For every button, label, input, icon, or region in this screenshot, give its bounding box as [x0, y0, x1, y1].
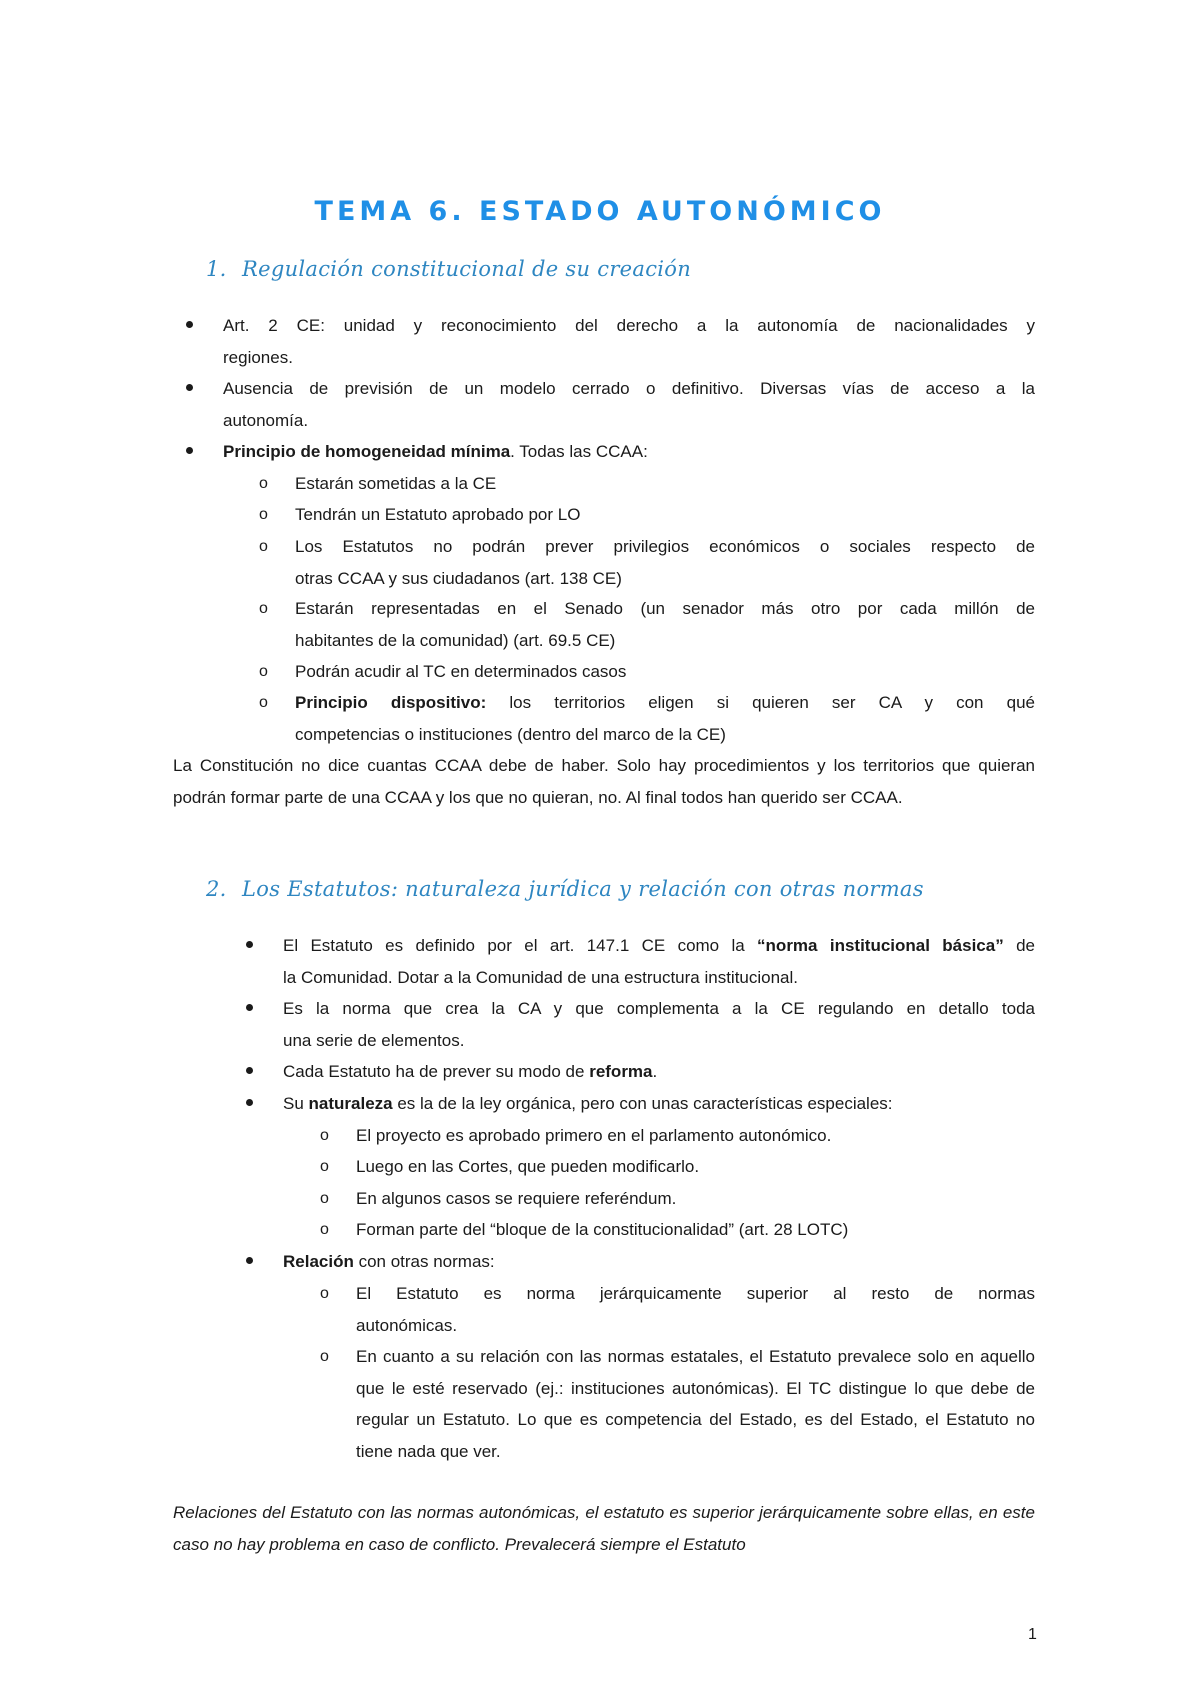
sub-list-item: Forman parte del “bloque de la constitucionalidad” (art. 28 LOTC) [356, 1220, 849, 1239]
list-item-text: . Todas las CCAA: [510, 442, 648, 461]
sub-list-item [356, 1278, 1035, 1341]
circle-bullet-icon: o [259, 663, 268, 680]
circle-bullet-icon: o [320, 1348, 329, 1365]
sub-list-item-text: Estarán representadas en el Senado (un senador más otro por cada millón de [295, 599, 1035, 618]
list-item-text: es la de la ley orgánica, pero con unas características especiales: [392, 1094, 893, 1113]
list-item [223, 436, 1035, 468]
list-item-bold-text: reforma [589, 1062, 653, 1081]
list-item-bold-text: naturaleza [308, 1094, 393, 1113]
sub-list-item-bold-text: Principio dispositivo: [295, 693, 487, 712]
bullet-icon [246, 1056, 253, 1088]
sub-list-item: En cuanto a su relación con las normas estatales, el Estatuto prevalece solo en aquello que le esté reservado (ej.: instituciones autonómicas). El TC distingue lo que debe de regular un Estatuto. Lo que es competencia del Estado, es del Estado, el Estatuto no tiene nada que ver. [356, 1347, 1035, 1461]
section-1-number: 1. [206, 257, 227, 281]
section-1-heading-text: Regulación constitucional de su creación [242, 257, 692, 281]
list-item-text: regiones. [223, 347, 293, 367]
list-item [283, 993, 1035, 1056]
circle-bullet-icon: o [320, 1221, 329, 1238]
list-item-text: . [652, 1062, 658, 1081]
circle-bullet-icon: o [259, 600, 268, 617]
circle-bullet-icon: o [320, 1285, 329, 1302]
sub-list-item-text: los territorios eligen si quieren ser CA y con qué [486, 693, 1035, 712]
list-item [283, 930, 1035, 993]
circle-bullet-icon: o [320, 1190, 329, 1207]
circle-bullet-icon: o [320, 1158, 329, 1175]
list-item-text: Ausencia de previsión de un modelo cerrado o definitivo. Diversas vías de acceso a la [223, 379, 1035, 398]
bullet-icon [186, 436, 193, 468]
bullet-icon [246, 1088, 253, 1120]
section-1-heading [206, 257, 691, 281]
sub-list-item [295, 593, 1035, 656]
circle-bullet-icon: o [259, 506, 268, 523]
sub-list-item-text: habitantes de la comunidad) (art. 69.5 CE) [295, 630, 616, 650]
sub-list-item-text: El Estatuto es norma jerárquicamente superior al resto de normas [356, 1284, 1035, 1303]
list-item [283, 1246, 1035, 1278]
list-item-bold-text: Principio de homogeneidad mínima [223, 442, 511, 461]
list-item [223, 310, 1035, 373]
sub-list-item: Estarán sometidas a la CE [295, 474, 497, 493]
list-item [223, 373, 1035, 436]
bullet-icon [246, 930, 253, 962]
sub-list-item-text: Los Estatutos no podrán prever privilegios económicos o sociales respecto de [295, 537, 1035, 556]
list-item-text: Es la norma que crea la CA y que complementa a la CE regulando en detallo toda [283, 999, 1035, 1018]
bullet-icon [246, 993, 253, 1025]
bullet-icon [186, 373, 193, 405]
sub-list-item: Luego en las Cortes, que pueden modificarlo. [356, 1157, 700, 1176]
list-item-text: con otras normas: [353, 1252, 495, 1271]
list-item-bold-text: Relación [283, 1252, 354, 1271]
list-item-text: El Estatuto es definido por el art. 147.1 CE como la [283, 936, 758, 955]
section-2-number: 2. [206, 877, 227, 901]
circle-bullet-icon: o [259, 475, 268, 492]
list-item [283, 1056, 1035, 1088]
sub-list-item: Tendrán un Estatuto aprobado por LO [295, 505, 581, 524]
list-item-text: de [1003, 936, 1035, 955]
list-item-text: Su [283, 1094, 309, 1113]
paragraph: La Constitución no dice cuantas CCAA debe de haber. Solo hay procedimientos y los territorios que quieran podrán formar parte de una CCAA y los que no quieran, no. Al final todos han querido ser CCAA. [173, 756, 1035, 807]
list-item-text: una serie de elementos. [283, 1030, 465, 1050]
bullet-icon [246, 1246, 253, 1278]
list-item-bold-text: “norma institucional básica” [757, 936, 1004, 955]
circle-bullet-icon: o [259, 694, 268, 711]
list-item-text: la Comunidad. Dotar a la Comunidad de una estructura institucional. [283, 967, 799, 987]
list-item-text: autonomía. [223, 410, 309, 430]
list-item-text: Cada Estatuto ha de prever su modo de [283, 1062, 590, 1081]
bullet-icon [186, 310, 193, 342]
circle-bullet-icon: o [320, 1127, 329, 1144]
section-2-heading-text: Los Estatutos: naturaleza jurídica y relación con otras normas [242, 877, 924, 901]
sub-list-item [295, 531, 1035, 594]
sub-list-item: Podrán acudir al TC en determinados casos [295, 662, 627, 681]
italic-paragraph: Relaciones del Estatuto con las normas autonómicas, el estatuto es superior jerárquicamente sobre ellas, en este caso no hay problema en caso de conflicto. Prevalecerá siempre el Estatuto [173, 1503, 1035, 1554]
document-title: TEMA 6. ESTADO AUTONÓMICO [314, 196, 886, 227]
sub-list-item [295, 687, 1035, 750]
sub-list-item-text: otras CCAA y sus ciudadanos (art. 138 CE) [295, 568, 622, 588]
sub-list-item-text: autonómicas. [356, 1315, 458, 1335]
section-2-heading [206, 877, 924, 901]
sub-list-item: El proyecto es aprobado primero en el parlamento autonómico. [356, 1126, 832, 1145]
list-item-text: Art. 2 CE: unidad y reconocimiento del derecho a la autonomía de nacionalidades y [223, 316, 1035, 335]
circle-bullet-icon: o [259, 538, 268, 555]
list-item [283, 1088, 1035, 1120]
sub-list-item-text: competencias o instituciones (dentro del marco de la CE) [295, 724, 726, 744]
page-number: 1 [1028, 1626, 1037, 1643]
sub-list-item: En algunos casos se requiere referéndum. [356, 1189, 677, 1208]
